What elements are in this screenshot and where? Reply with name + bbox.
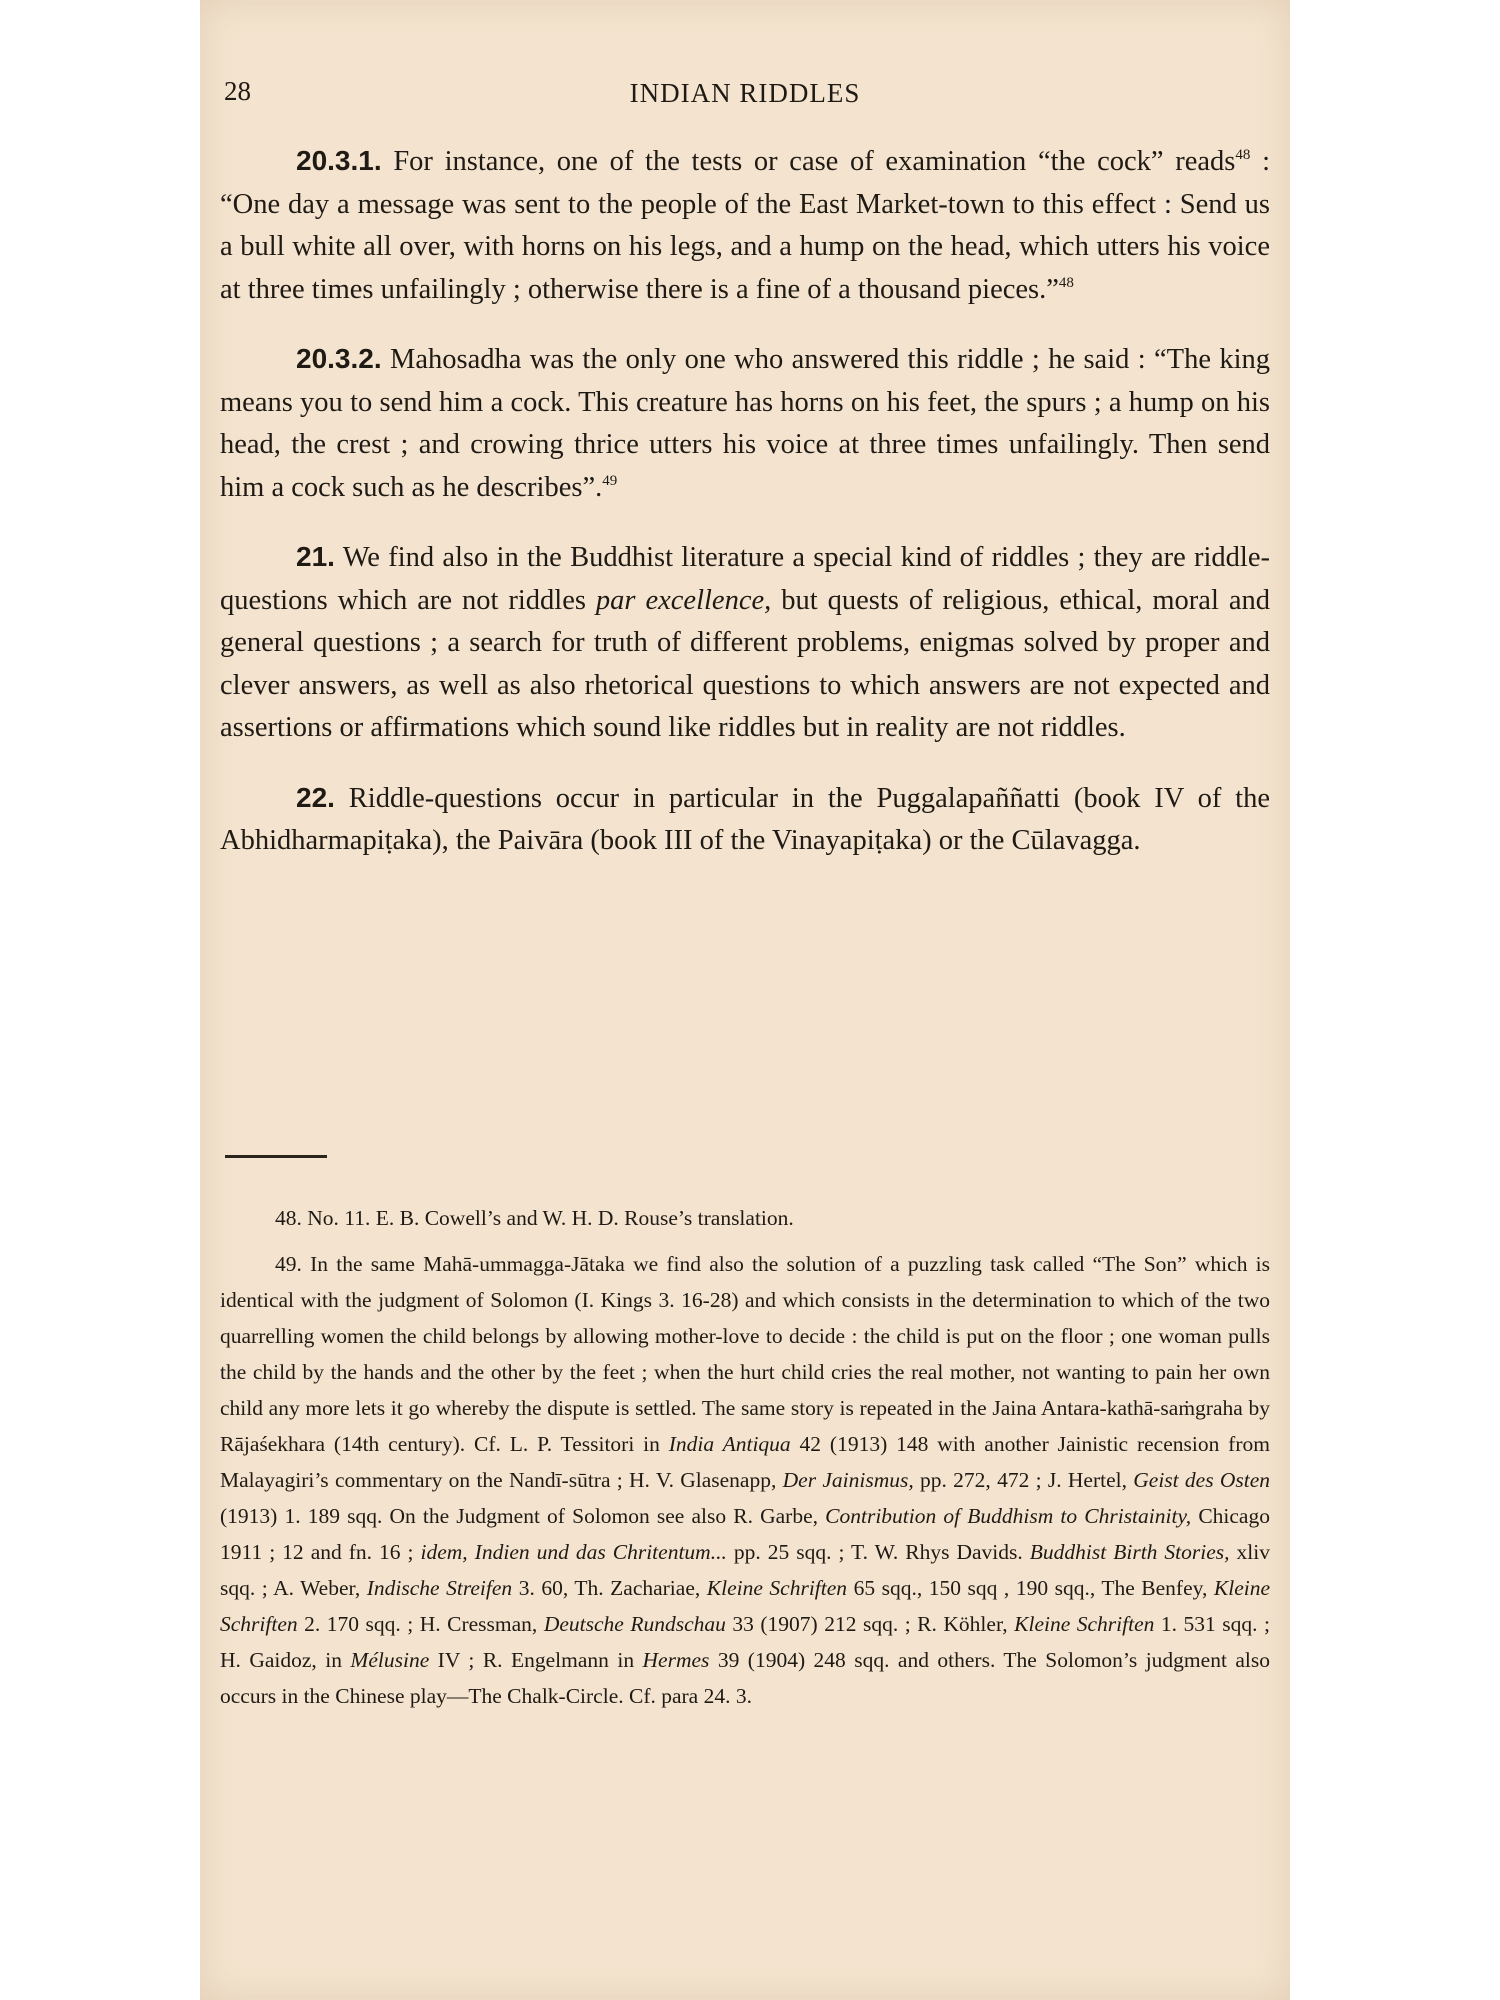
footnote-text: 42 (1913) 148 with another Jainistic recension from Malayagiri’s commentary on the Nandī-sūtra ; H. V. Glasenapp, — [220, 1432, 1270, 1492]
footnote-text: 39 (1904) 248 sqq. and others. The Solomon’s judgment also occurs in the Chinese play—The Chalk-Circle. Cf. para 24. 3. — [220, 1648, 1270, 1708]
citation-title: Buddhist Birth Stories, — [1029, 1540, 1230, 1564]
footnote-text: pp. 272, 472 ; J. Hertel, — [913, 1468, 1134, 1492]
footnote-text: 3. 60, Th. Zachariae, — [512, 1576, 707, 1600]
paragraph-number: 22. — [296, 781, 335, 813]
paragraph-20-3-2 — [220, 338, 1270, 509]
paragraph-text: For instance, one of the tests or case of examination “the cock” reads — [393, 146, 1236, 177]
footnote-text: 33 (1907) 212 sqq. ; R. Köhler, — [725, 1612, 1015, 1636]
footnote-48 — [220, 1200, 1270, 1236]
footnote-ref: 48 — [1235, 147, 1251, 163]
paragraph-number: 21. — [296, 541, 335, 572]
paragraph-text: Riddle-questions occur in particular in the Puggalapaññatti (book IV of the Abhidharmapiṭaka), the Paivāra (book III of the Vinayapiṭaka) or the Cūlavagga. — [220, 782, 1271, 856]
book-page — [200, 0, 1290, 2000]
citation-title: Indische Streifen — [366, 1576, 513, 1600]
citation-title: Hermes — [642, 1648, 710, 1672]
paragraph-text: : “One day a message was sent to the people of the East Market-town to this effect : Send us a bull white all over, with horns on his legs, and a hump on the head, which utters his voice at three times unfailingly ; otherwise there is a fine of a thousand pieces.” — [220, 146, 1271, 305]
footnote-number: 49. — [275, 1252, 302, 1276]
footnote-text: (1913) 1. 189 sqq. On the Judgment of Solomon see also R. Garbe, — [220, 1504, 826, 1528]
paragraph-text: We find also in the Buddhist literature a special kind of riddles ; they are riddle-questions which are not riddles — [220, 542, 1270, 616]
citation-title: Geist des Osten — [1133, 1468, 1271, 1492]
footnote-text: pp. 25 sqq. ; T. W. Rhys Davids. — [726, 1540, 1030, 1564]
footnotes — [220, 1200, 1270, 1724]
footnote-number: 48. — [275, 1206, 302, 1230]
citation-title: India Antiqua — [668, 1432, 791, 1456]
paragraph-22 — [220, 777, 1270, 863]
italic-phrase: par excellence, — [595, 584, 772, 616]
citation-title: Kleine Schriften — [1014, 1612, 1155, 1636]
paragraph-number: 20.3.2. — [296, 343, 382, 374]
body-text — [220, 140, 1270, 890]
footnote-ref: 49 — [602, 472, 618, 489]
footnote-divider — [225, 1155, 327, 1158]
footnote-text: No. 11. E. B. Cowell’s and W. H. D. Rouse’s translation. — [307, 1206, 794, 1230]
footnote-text: 2. 170 sqq. ; H. Cressman, — [297, 1612, 544, 1636]
citation-title: Kleine Schriften — [706, 1576, 848, 1600]
footnote-text: In the same Mahā-ummagga-Jātaka we find also the solution of a puzzling task called “The Son” which is identical with the judgment of Solomon (I. Kings 3. 16-28) and which consists in the determination to which of the two quarrelling women the child belongs by allowing mother-love to decide : the child is put on the floor ; one woman pulls the child by the hands and the other by the feet ; when the hurt child cries the real mother, not wanting to pain her own child any more lets it go whereby the dispute is settled. The same story is repeated in the Jaina Antara-kathā-saṁgraha by Rājaśekhara (14th century). Cf. L. P. Tessitori in — [220, 1252, 1271, 1456]
citation-title: Contribution of Buddhism to Christainity, — [825, 1504, 1192, 1528]
page-header — [220, 76, 1270, 116]
paragraph-text: but quests of religious, ethical, moral and general questions ; a search for truth of different problems, enigmas solved by proper and clever answers, as well as also rhetorical questions to which answers are not expected and assertions or affirmations which sound like riddles but in reality are not riddles. — [220, 584, 1270, 743]
citation-title: Kleine Schriften — [220, 1576, 1271, 1636]
footnote-ref: 48 — [1058, 274, 1074, 291]
paragraph-21 — [220, 536, 1270, 750]
footnote-text: 1. 531 sqq. ; H. Gaidoz, in — [220, 1612, 1270, 1672]
citation-title: Der Jainismus, — [782, 1468, 914, 1492]
footnote-49 — [220, 1246, 1270, 1714]
citation-title: Mélusine — [350, 1648, 430, 1672]
running-title: INDIAN RIDDLES — [629, 78, 861, 108]
footnote-text: Chicago 1911 ; 12 and fn. 16 ; — [220, 1504, 1270, 1564]
paragraph-number: 20.3.1. — [296, 145, 382, 176]
paragraph-20-3-1 — [220, 140, 1270, 311]
paragraph-text: Mahosadha was the only one who answered this riddle ; he said : “The king means you to send him a cock. This creature has horns on his feet, the spurs ; a hump on his head, the crest ; and crowing thrice utters his voice at three times unfailingly. Then send him a cock such as he describes”. — [220, 344, 1270, 503]
citation-title: Deutsche Rundschau — [543, 1612, 726, 1636]
page-number: 28 — [224, 76, 251, 106]
footnote-text: 65 sqq., 150 sqq , 190 sqq., The Benfey, — [847, 1576, 1214, 1600]
footnote-text: IV ; R. Engelmann in — [429, 1648, 643, 1672]
citation-title: idem, Indien und das Chritentum... — [420, 1540, 727, 1564]
footnote-text: xliv sqq. ; A. Weber, — [220, 1540, 1270, 1600]
